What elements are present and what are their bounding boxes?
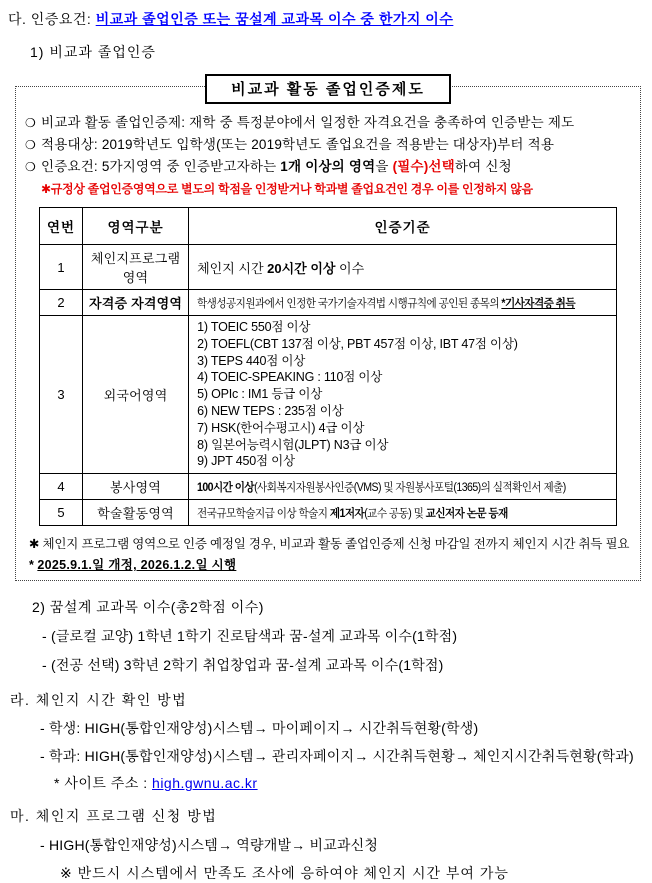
row1-criteria [189, 245, 617, 290]
section-ma-application-path: - HIGH(통합인재양성)시스템→ 역량개발→ 비교과신청 [40, 837, 379, 854]
bullet-requirement-bold: 1개 이상의 영역 [280, 159, 376, 174]
row5-criteria-mid: (교수 공동) 및 [364, 507, 426, 520]
row4-area: 봉사영역 [83, 474, 189, 500]
section-ra-title: 라. 체인지 시간 확인 방법 [10, 692, 188, 709]
language-test-item: 6) NEW TEPS : 235점 이상 [197, 403, 344, 418]
circle-bullet-icon: ❍ [25, 160, 36, 174]
row1-criteria-bold: 20시간 이상 [267, 260, 336, 276]
site-address-link[interactable]: high.gwnu.ac.kr [152, 775, 258, 792]
row5-criteria [189, 500, 617, 526]
language-test-item: 9) JPT 450점 이상 [197, 454, 295, 469]
row5-number: 5 [40, 500, 83, 526]
section-ra-department-path: - 학과: HIGH(통합인재양성)시스템→ 관리자페이지→ 시간취득현황→ 체인지시간취득현황(학과) [40, 748, 634, 765]
row4-criteria-bold: 100시간 이상 [197, 481, 255, 494]
subsection-1-title: 1) 비교과 졸업인증 [30, 44, 156, 60]
row2-criteria-bold: *기사자격증 취득 [501, 297, 576, 310]
regulation-warning-note: ✱규정상 졸업인증영역으로 별도의 학점을 인정받거나 학과별 졸업요건인 경우 이를 인정하지 않음 [41, 182, 533, 196]
row4-number: 4 [40, 474, 83, 500]
row5-criteria-pre: 전국규모학술지급 이상 학술지 [197, 507, 330, 520]
table-footnote-change-time: ✱ 체인지 프로그램 영역으로 인증 예정일 경우, 비교과 활동 졸업인증제 신청 마감일 전까지 체인지 시간 취득 필요 [29, 537, 630, 552]
section-ma-survey-note: ※ 반드시 시스템에서 만족도 조사에 응하여야 체인지 시간 부여 가능 [60, 865, 509, 882]
row3-number: 3 [40, 316, 83, 474]
row5-area: 학술활동영역 [83, 500, 189, 526]
bullet-definition-text: 비교과 활동 졸업인증제: 재학 중 특정분야에서 일정한 자격요건을 충족하여 인증받는 제도 [40, 115, 575, 130]
subsection-2-title: 2) 꿈설계 교과목 이수(총2학점 이수) [32, 599, 264, 616]
table-footnote-revision [29, 555, 631, 573]
subsection-2-item: - (전공 선택) 3학년 2학기 취업창업과 꿈-설계 교과목 이수(1학점) [42, 657, 444, 674]
language-test-item: 4) TOEIC-SPEAKING : 110점 이상 [197, 370, 383, 385]
row3-area: 외국어영역 [83, 316, 189, 474]
bullet-requirement [25, 156, 631, 178]
certification-criteria-table [39, 207, 617, 526]
table-row [40, 316, 617, 474]
row1-number: 1 [40, 245, 83, 290]
section-ma-title: 마. 체인지 프로그램 신청 방법 [10, 808, 218, 825]
bullet-target [25, 134, 631, 156]
site-address-label: * 사이트 주소 : [54, 775, 153, 792]
bullet-requirement-mid: 을 [375, 159, 393, 174]
site-address-line [54, 773, 646, 793]
bullet-requirement-suffix: 하여 신청 [454, 159, 512, 174]
bullet-definition [25, 112, 631, 134]
row2-criteria-pre: 학생성공지원과에서 인정한 국가기술자격법 시행규칙에 공인된 종목의 [197, 297, 502, 310]
language-test-item: 7) HSK(한어수평고시) 4급 이상 [197, 420, 365, 435]
row1-criteria-pre: 체인지 시간 [197, 260, 268, 276]
language-test-item: 2) TOEFL(CBT 137점 이상, PBT 457점 이상, IBT 47점 이상) [197, 336, 518, 351]
box-title: 비교과 활동 졸업인증제도 [205, 74, 451, 104]
table-header-row [40, 208, 617, 245]
table-row [40, 245, 617, 290]
row1-criteria-post: 이수 [335, 260, 365, 276]
row2-area: 자격증 자격영역 [83, 290, 189, 316]
language-test-item: 3) TEPS 440점 이상 [197, 353, 306, 368]
col-header-criteria: 인증기준 [189, 208, 617, 245]
table-row [40, 500, 617, 526]
table-row [40, 474, 617, 500]
box-bullet-list [25, 112, 631, 197]
heading-requirement-highlight: 비교과 졸업인증 또는 꿈설계 교과목 이수 중 한가지 이수 [95, 11, 454, 27]
language-test-item: 1) TOEIC 550점 이상 [197, 320, 311, 334]
bullet-requirement-required-choice: (필수)선택 [392, 159, 455, 174]
col-header-area: 영역구분 [83, 208, 189, 245]
bullet-requirement-prefix: 인증요건: 5가지영역 중 인증받고자하는 [40, 159, 281, 174]
row5-criteria-bold2: 교신저자 논문 등재 [425, 507, 508, 520]
row2-criteria [189, 290, 617, 316]
language-test-item: 5) OPIc : IM1 등급 이상 [197, 387, 323, 402]
heading-prefix: 다. 인증요건: [8, 11, 96, 27]
circle-bullet-icon: ❍ [25, 116, 36, 130]
language-test-item: 8) 일본어능력시험(JLPT) N3급 이상 [197, 437, 389, 452]
section-da-heading [8, 9, 646, 29]
row1-area: 체인지프로그램 영역 [83, 245, 189, 290]
col-header-number: 연번 [40, 208, 83, 245]
row5-criteria-bold1: 제1저자 [329, 507, 365, 520]
bullet-target-text: 적용대상: 2019학년도 입학생(또는 2019학년도 졸업요건을 적용받는 대상자)부터 적용 [40, 137, 555, 152]
row4-criteria-post: (사회복지자원봉사인증(VMS) 및 자원봉사포털(1365)의 실적확인서 제출) [254, 481, 566, 494]
row4-criteria [189, 474, 617, 500]
row3-criteria [189, 316, 617, 474]
table-row [40, 290, 617, 316]
subsection-2-item: - (글로컬 교양) 1학년 1학기 진로탐색과 꿈-설계 교과목 이수(1학점) [42, 628, 458, 645]
section-ra-student-path: - 학생: HIGH(통합인재양성)시스템→ 마이페이지→ 시간취득현황(학생) [40, 720, 479, 737]
footnote-asterisk: * [29, 558, 38, 573]
graduation-certification-box [15, 81, 641, 581]
circle-bullet-icon: ❍ [25, 138, 36, 152]
footnote-revision-text: 2025.9.1.일 개정, 2026.1.2.일 시행 [37, 558, 237, 573]
row2-number: 2 [40, 290, 83, 316]
box-title-row [25, 74, 631, 104]
